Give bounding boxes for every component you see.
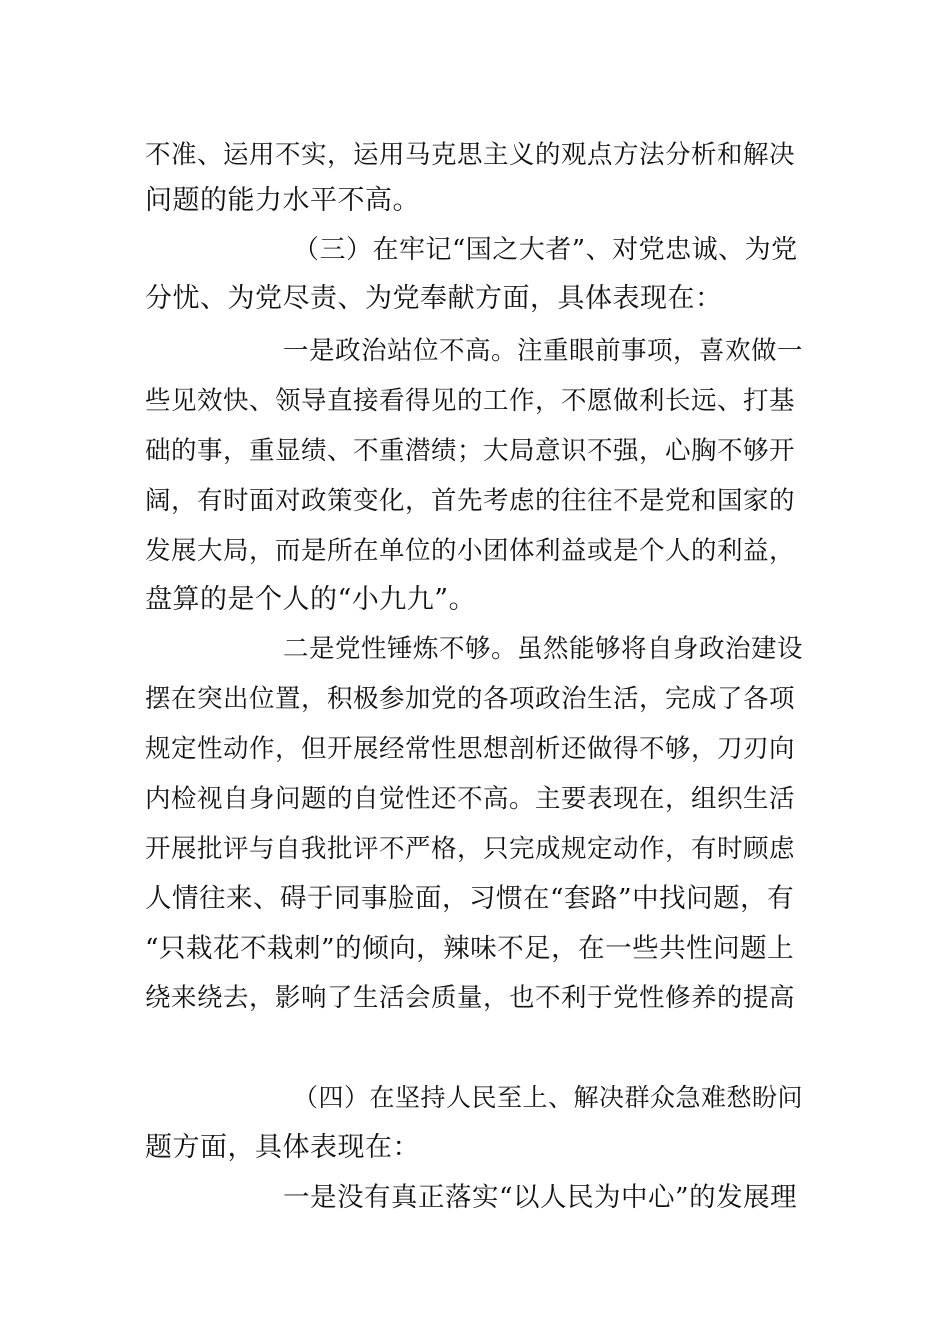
text-line: 开展批评与自我批评不严格，只完成规定动作，有时顾虑 [145, 834, 796, 864]
text-line: “只栽花不栽刺”的倾向，辣味不足，在一些共性问题上 [145, 933, 795, 964]
text-line: 一是没有真正落实“以人民为中心”的发展理 [283, 1182, 798, 1213]
text-line: 分忧、为党尽责、为党奉献方面，具体表现在： [145, 283, 723, 314]
text-line: 问题的能力水平不高。 [145, 185, 420, 216]
text-line: 发展大局，而是所在单位的小团体利益或是个人的利益， [145, 536, 796, 566]
text-line: 题方面，具体表现在： [145, 1132, 420, 1163]
section-heading: （四）在坚持人民至上、解决群众急难愁盼问 [293, 1083, 804, 1112]
text-line: 阔，有时面对政策变化，首先考虑的往往不是党和国家的 [145, 486, 796, 516]
text-line: 一是政治站位不高。注重眼前事项，喜欢做一 [283, 336, 804, 366]
text-line: 础的事，重显绩、不重潜绩；大局意识不强，心胸不够开 [145, 436, 796, 466]
text-line: 绕来绕去，影响了生活会质量，也不利于党性修养的提高 [145, 983, 796, 1013]
text-line: 人情往来、碍于同事脸面，习惯在“套路”中找问题，有 [145, 883, 795, 914]
text-line: 不准、运用不实，运用马克思主义的观点方法分析和解决 [145, 140, 796, 170]
text-line: 盘算的是个人的“小九九”。 [145, 584, 477, 615]
text-line: 些见效快、领导直接看得见的工作，不愿做利长远、打基 [145, 386, 796, 416]
text-line: 规定性动作，但开展经常性思想剖析还做得不够，刀刃向 [145, 734, 796, 764]
text-line: 二是党性锤炼不够。虽然能够将自身政治建设 [283, 634, 804, 664]
section-heading: （三）在牢记“国之大者”、对党忠诚、为党 [293, 235, 798, 265]
text-line: 摆在突出位置，积极参加党的各项政治生活，完成了各项 [145, 684, 796, 714]
text-line: 内检视自身问题的自觉性还不高。主要表现在，组织生活 [145, 784, 796, 814]
